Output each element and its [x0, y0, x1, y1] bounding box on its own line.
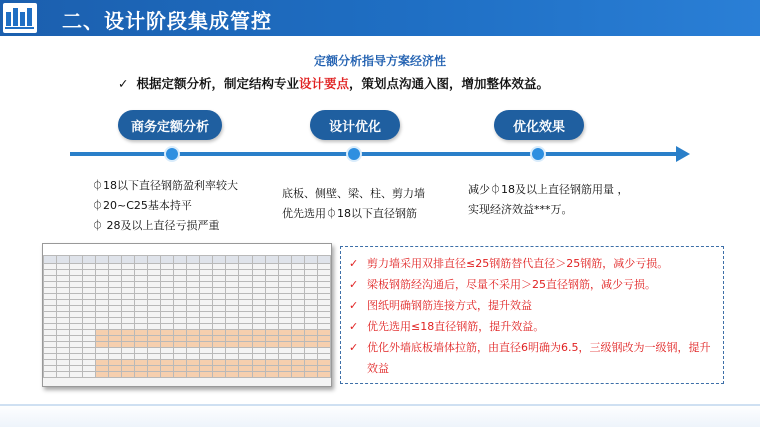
timeline-arrow-icon — [676, 146, 690, 162]
check-icon: ✓ — [349, 278, 359, 291]
stage-pill-optimization-result: 优化效果 — [494, 110, 584, 140]
result-item: 实现经济效益***万。 — [468, 203, 573, 216]
table-cell — [200, 372, 213, 378]
table-cell — [122, 372, 135, 378]
quota-table-image — [42, 243, 332, 387]
table-header-cell — [148, 256, 161, 264]
table-header-cell — [200, 256, 213, 264]
key-point — [118, 74, 549, 92]
table-header-cell — [278, 256, 291, 264]
analysis-item: ⏀18以下直径钢筋盈利率较大 — [92, 179, 238, 192]
table-header-cell — [96, 256, 109, 264]
table-header-cell — [187, 256, 200, 264]
note-item: ✓ 优先选用≤18直径钢筋，提升效益。 — [349, 316, 715, 337]
section-subtitle: 定额分析指导方案经济性 — [313, 54, 446, 68]
table-cell — [57, 372, 70, 378]
check-icon: ✓ — [349, 257, 359, 270]
table-cell — [239, 372, 252, 378]
footer-divider — [0, 404, 760, 406]
table-header-cell — [239, 256, 252, 264]
table-header-cell — [174, 256, 187, 264]
table-header-cell — [226, 256, 239, 264]
notes-box — [340, 246, 724, 384]
table-header-cell — [252, 256, 265, 264]
table-cell — [44, 372, 57, 378]
table-header-cell — [213, 256, 226, 264]
table-cell — [135, 372, 148, 378]
table-cell — [291, 372, 304, 378]
table-header-cell — [57, 256, 70, 264]
analysis-column — [92, 176, 238, 236]
stage-pill-design-optimization: 设计优化 — [310, 110, 400, 140]
table-header-cell — [291, 256, 304, 264]
table-header-cell — [304, 256, 317, 264]
note-item: ✓ 剪力墙采用双排直径≤25钢筋替代直径＞25钢筋，减少亏损。 — [349, 253, 715, 274]
timeline-line — [70, 152, 680, 156]
page-title: 二、设计阶段集成管控 — [62, 9, 272, 33]
table-header-cell — [161, 256, 174, 264]
table-header-cell — [44, 256, 57, 264]
table-cell — [83, 372, 96, 378]
timeline-dot — [530, 146, 546, 162]
check-icon: ✓ — [118, 76, 129, 91]
key-point-highlight: 设计要点 — [299, 76, 350, 91]
note-item: ✓ 图纸明确钢筋连接方式，提升效益 — [349, 295, 715, 316]
table-cell — [226, 372, 239, 378]
table-cell — [317, 372, 330, 378]
note-item: ✓ 优化外墙底板墙体拉筋，由直径6明确为6.5，三级钢改为一级钢，提升效益 — [349, 337, 715, 379]
table-cell — [161, 372, 174, 378]
check-icon: ✓ — [349, 299, 359, 312]
table-header-cell — [122, 256, 135, 264]
table-cell — [265, 372, 278, 378]
table-cell — [70, 372, 83, 378]
table-cell — [174, 372, 187, 378]
table-cell — [109, 372, 122, 378]
footer-band — [0, 404, 760, 427]
table-cell — [278, 372, 291, 378]
quota-table — [43, 255, 331, 378]
key-point-suffix: ，策划点沟通入图，增加整体效益。 — [349, 76, 550, 91]
design-item: 底板、侧壁、梁、柱、剪力墙 — [282, 187, 425, 200]
timeline-dot — [346, 146, 362, 162]
result-column — [468, 180, 629, 220]
table-cell — [252, 372, 265, 378]
table-cell — [187, 372, 200, 378]
table-cell — [213, 372, 226, 378]
table-header-cell — [109, 256, 122, 264]
analysis-item: ⏀ 28及以上直径亏损严重 — [92, 219, 220, 232]
design-item: 优先选用⏀18以下直径钢筋 — [282, 207, 417, 220]
design-column — [282, 184, 425, 224]
table-cell — [304, 372, 317, 378]
table-header-cell — [317, 256, 330, 264]
key-point-prefix: 根据定额分析，制定结构专业 — [136, 76, 299, 91]
title-bar — [0, 0, 760, 36]
table-cell — [148, 372, 161, 378]
table-header-cell — [265, 256, 278, 264]
table-header-cell — [70, 256, 83, 264]
table-cell — [96, 372, 109, 378]
note-item: ✓ 梁板钢筋经沟通后，尽量不采用＞25直径钢筋，减少亏损。 — [349, 274, 715, 295]
analysis-item: ⏀20~C25基本持平 — [92, 199, 192, 212]
check-icon: ✓ — [349, 341, 359, 354]
table-row — [44, 372, 331, 378]
table-header-cell — [135, 256, 148, 264]
table-header-cell — [83, 256, 96, 264]
result-item: 减少⏀18及以上直径钢筋用量 ， — [468, 183, 629, 196]
table-caption-placeholder — [43, 244, 331, 255]
company-logo — [3, 3, 37, 33]
stage-pill-business-analysis: 商务定额分析 — [118, 110, 222, 140]
check-icon: ✓ — [349, 320, 359, 333]
timeline-dot — [164, 146, 180, 162]
